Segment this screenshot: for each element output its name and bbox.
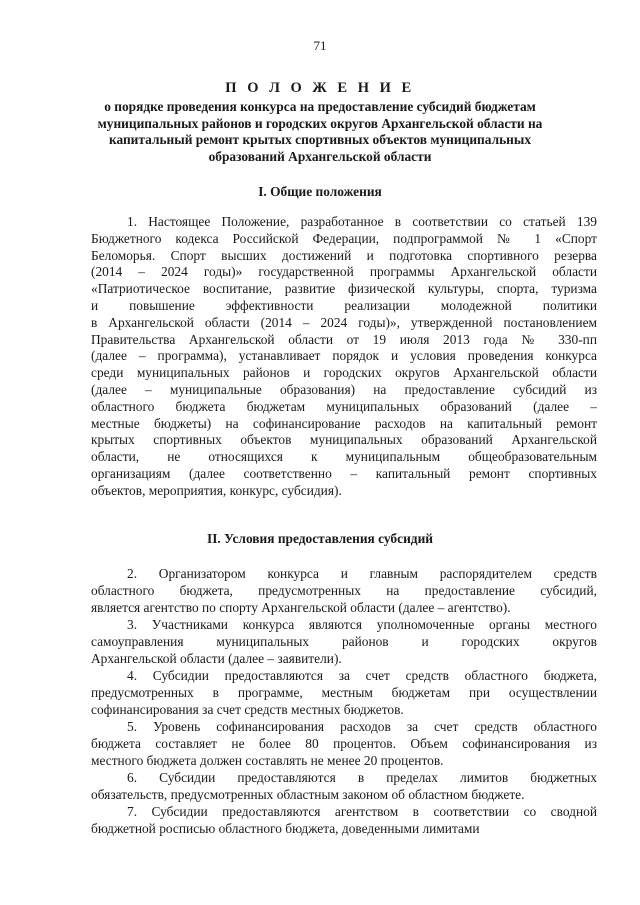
paragraph-line: бюджета составляет не более 80 процентов. Объем софинансирования из xyxy=(91,735,597,751)
paragraph-line: 2. Организатором конкурса и главным распорядителем средств xyxy=(127,566,597,581)
paragraph-3 xyxy=(91,617,597,667)
paragraph-line: (далее – программа), устанавливает порядок и условия проведения конкурса xyxy=(91,348,597,364)
section-heading-general: I. Общие положения xyxy=(258,184,382,199)
page-number: 71 xyxy=(313,38,327,53)
paragraph-1 xyxy=(91,214,597,500)
paragraph-line: Правительства Архангельской области от 19 июля 2013 года № 330-пп xyxy=(91,331,597,347)
paragraph-7 xyxy=(91,804,597,838)
paragraph-line: 6. Субсидии предоставляются в пределах лимитов бюджетных xyxy=(127,770,597,785)
paragraph-line: предусмотренных в программе, местным бюджетам при осуществлении xyxy=(91,684,597,700)
paragraph-line: 1. Настоящее Положение, разработанное в соответствии со статьей 139 xyxy=(127,214,597,229)
paragraph-line: (2014 – 2024 годы)» государственной программы Архангельской области xyxy=(91,264,597,280)
paragraph-line: софинансирования за счет средств местных бюджетов. xyxy=(91,701,404,717)
document-subtitle: о порядке проведения конкурса на предоставление субсидий бюджетам муниципальных районов и городских округов Архангельской области на капитальный ремонт крытых спортивных объектов муниципальных образований Архангельской области xyxy=(97,99,543,165)
paragraph-line: областного бюджета, предусмотренных на предоставление субсидий, xyxy=(91,582,597,598)
paragraph-line: области, не относящихся к муниципальным общеобразовательным xyxy=(91,449,597,465)
paragraph-line: объектов, мероприятия, конкурс, субсидия). xyxy=(91,482,342,498)
paragraph-line: является агентство по спорту Архангельской области (далее – агентство). xyxy=(91,599,511,615)
paragraph-line: (далее – муниципальные образования) на предоставление субсидий из xyxy=(91,381,597,397)
paragraph-6 xyxy=(91,770,597,804)
paragraph-5 xyxy=(91,719,597,769)
paragraph-line: 7. Субсидии предоставляются агентством в соответствии со сводной xyxy=(127,804,597,819)
paragraph-line: среди муниципальных районов и городских округов Архангельской области xyxy=(91,365,597,381)
paragraph-line: самоуправления муниципальных районов и городских округов xyxy=(91,633,597,649)
paragraph-line: в Архангельской области (2014 – 2024 годы)», утвержденной постановлением xyxy=(91,314,597,330)
document-title: П О Л О Ж Е Н И Е xyxy=(225,80,415,96)
paragraph-line: обязательств, предусмотренных областным законом об областном бюджете. xyxy=(91,786,525,802)
paragraph-line: областного бюджета бюджетам муниципальных образований (далее – xyxy=(91,398,597,414)
section-heading-conditions: II. Условия предоставления субсидий xyxy=(206,531,433,546)
paragraph-line: Беломорья. Спорт высших достижений и подготовка спортивного резерва xyxy=(91,247,597,263)
paragraph-line: крытых спортивных объектов муниципальных образований Архангельской xyxy=(91,432,597,448)
paragraph-line: организациям (далее соответственно – капитальный ремонт спортивных xyxy=(91,465,597,481)
paragraph-line: 4. Субсидии предоставляются за счет средств областного бюджета, xyxy=(127,668,597,683)
paragraph-2 xyxy=(91,566,597,616)
paragraph-line: и повышение эффективности реализации молодежной политики xyxy=(91,297,597,313)
paragraph-line: «Патриотическое воспитание, развитие физической культуры, спорта, туризма xyxy=(91,281,597,297)
paragraph-line: местные бюджеты) на софинансирование расходов на капитальный ремонт xyxy=(91,415,597,431)
paragraph-line: Архангельской области (далее – заявители). xyxy=(91,650,342,666)
paragraph-line: местного бюджета должен составлять не менее 20 процентов. xyxy=(91,752,444,768)
paragraph-line: 3. Участниками конкурса являются уполномоченные органы местного xyxy=(127,617,597,632)
paragraph-line: бюджетной росписью областного бюджета, доведенными лимитами xyxy=(91,820,480,836)
paragraph-line: 5. Уровень софинансирования расходов за счет средств областного xyxy=(127,719,597,734)
paragraph-line: Бюджетного кодекса Российской Федерации, подпрограммой № 1 «Спорт xyxy=(91,230,597,246)
paragraph-4 xyxy=(91,668,597,718)
